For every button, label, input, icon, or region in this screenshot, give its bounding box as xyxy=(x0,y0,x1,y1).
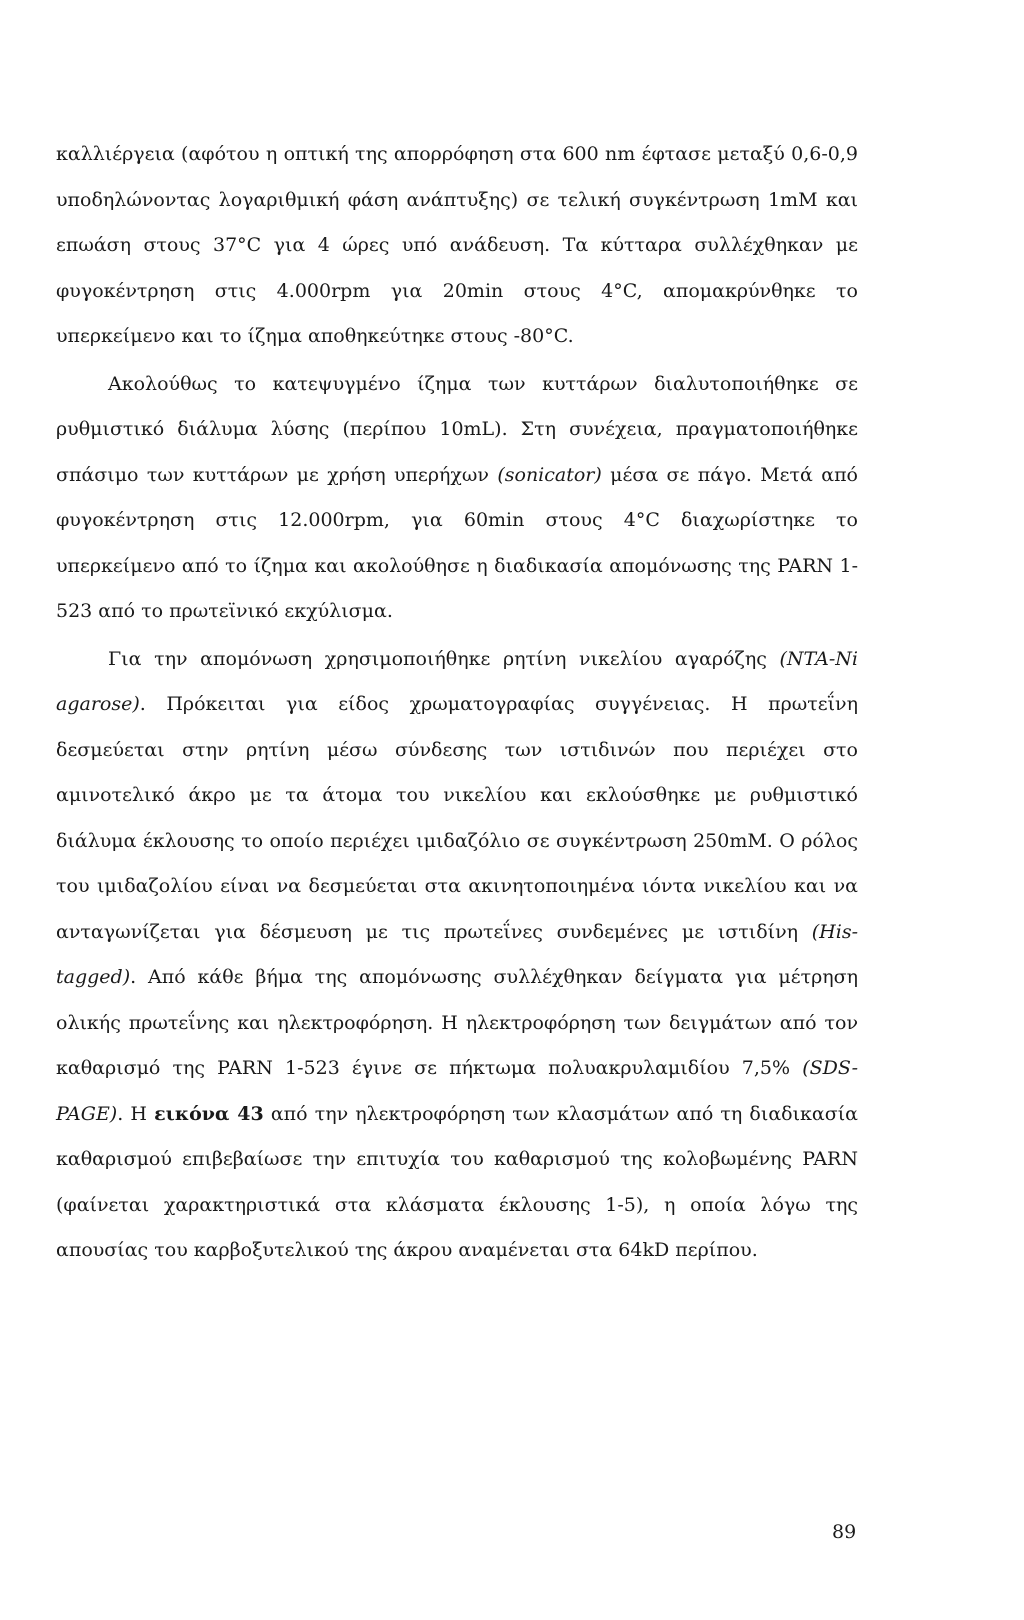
paragraph-2-term-sonicator: (sonicator) xyxy=(497,463,602,486)
paragraph-2-text-b: μέσα σε πάγο. Μετά από φυγοκέντρηση στις 12.000rpm, για 60min στους 4°C διαχωρίστηκε το υπερκείμενο από το ίζημα και ακολούθησε η διαδικασία απομόνωσης της PARN 1-523 από το πρωτεϊνικό εκχύλισμα. xyxy=(56,463,858,622)
paragraph-2 xyxy=(56,362,858,635)
paragraph-3-text-d: . Η xyxy=(117,1102,155,1125)
paragraph-3-term-his-tagged: (His-tagged) xyxy=(56,920,858,988)
paragraph-1-text: καλλιέργεια (αφότου η οπτική της απορρόφηση στα 600 nm έφτασε μεταξύ 0,6-0,9 υποδηλώνοντας λογαριθμική φάση ανάπτυξης) σε τελική συγκέντρωση 1mM και επωάση στους 37°C για 4 ώρες υπό ανάδευση. Τα κύτταρα συλλέχθηκαν με φυγοκέντρηση στις 4.000rpm για 20min στους 4°C, απομακρύνθηκε το υπερκείμενο και το ίζημα αποθηκεύτηκε στους -80°C. xyxy=(56,143,858,347)
paragraph-3-term-sds-page: (SDS-PAGE) xyxy=(56,1057,858,1125)
paragraph-3-text-e: από την ηλεκτροφόρηση των κλασμάτων από τη διαδικασία καθαρισμού επιβεβαίωσε την επιτυχία του καθαρισμού της κολοβωμένης PARN (φαίνεται χαρακτηριστικά στα κλάσματα έκλουσης 1-5), η οποία λόγω της απουσίας του καρβοξυτελικού της άκρου αναμένεται στα 64kD περίπου. xyxy=(56,1102,858,1261)
paragraph-3-text-b: . Πρόκειται για είδος χρωματογραφίας συγγένειας. Η πρωτεΐνη δεσμεύεται στην ρητίνη μέσω σύνδεσης των ιστιδινών που περιέχει στο αμινοτελικό άκρο με τα άτομα του νικελίου και εκλούσθηκε με ρυθμιστικό διάλυμα έκλουσης το οποίο περιέχει ιμιδαζόλιο σε συγκέντρωση 250mM. Ο ρόλος του ιμιδαζολίου είναι να δεσμεύεται στα ακινητοποιημένα ιόντα νικελίου και να ανταγωνίζεται για δέσμευση με τις πρωτεΐνες συνδεμένες με ιστιδίνη xyxy=(56,693,858,943)
page-number: 89 xyxy=(832,1521,857,1543)
paragraph-1 xyxy=(56,132,858,360)
paragraph-2-text-a: Ακολούθως το κατεψυγμένο ίζημα των κυττάρων διαλυτοποιήθηκε σε ρυθμιστικό διάλυμα λύσης (περίπου 10mL). Στη συνέχεια, πραγματοποιήθηκε σπάσιμο των κυττάρων με χρήση υπερήχων xyxy=(56,372,858,486)
paragraph-3-text-c: . Από κάθε βήμα της απομόνωσης συλλέχθηκαν δείγματα για μέτρηση ολικής πρωτεΐνης και ηλεκτροφόρηση. Η ηλεκτροφόρηση των δειγμάτων από τον καθαρισμό της PARN 1-523 έγινε σε πήκτωμα πολυακρυλαμιδίου 7,5% xyxy=(56,966,858,1079)
paragraph-3-text-a: Για την απομόνωση χρησιμοποιήθηκε ρητίνη νικελίου αγαρόζης xyxy=(108,647,780,670)
document-body xyxy=(56,132,858,1274)
paragraph-3-term-nta-ni: (NTA-Ni agarose) xyxy=(56,647,858,715)
paragraph-3 xyxy=(56,637,858,1274)
paragraph-3-figure-reference: εικόνα 43 xyxy=(154,1102,264,1125)
